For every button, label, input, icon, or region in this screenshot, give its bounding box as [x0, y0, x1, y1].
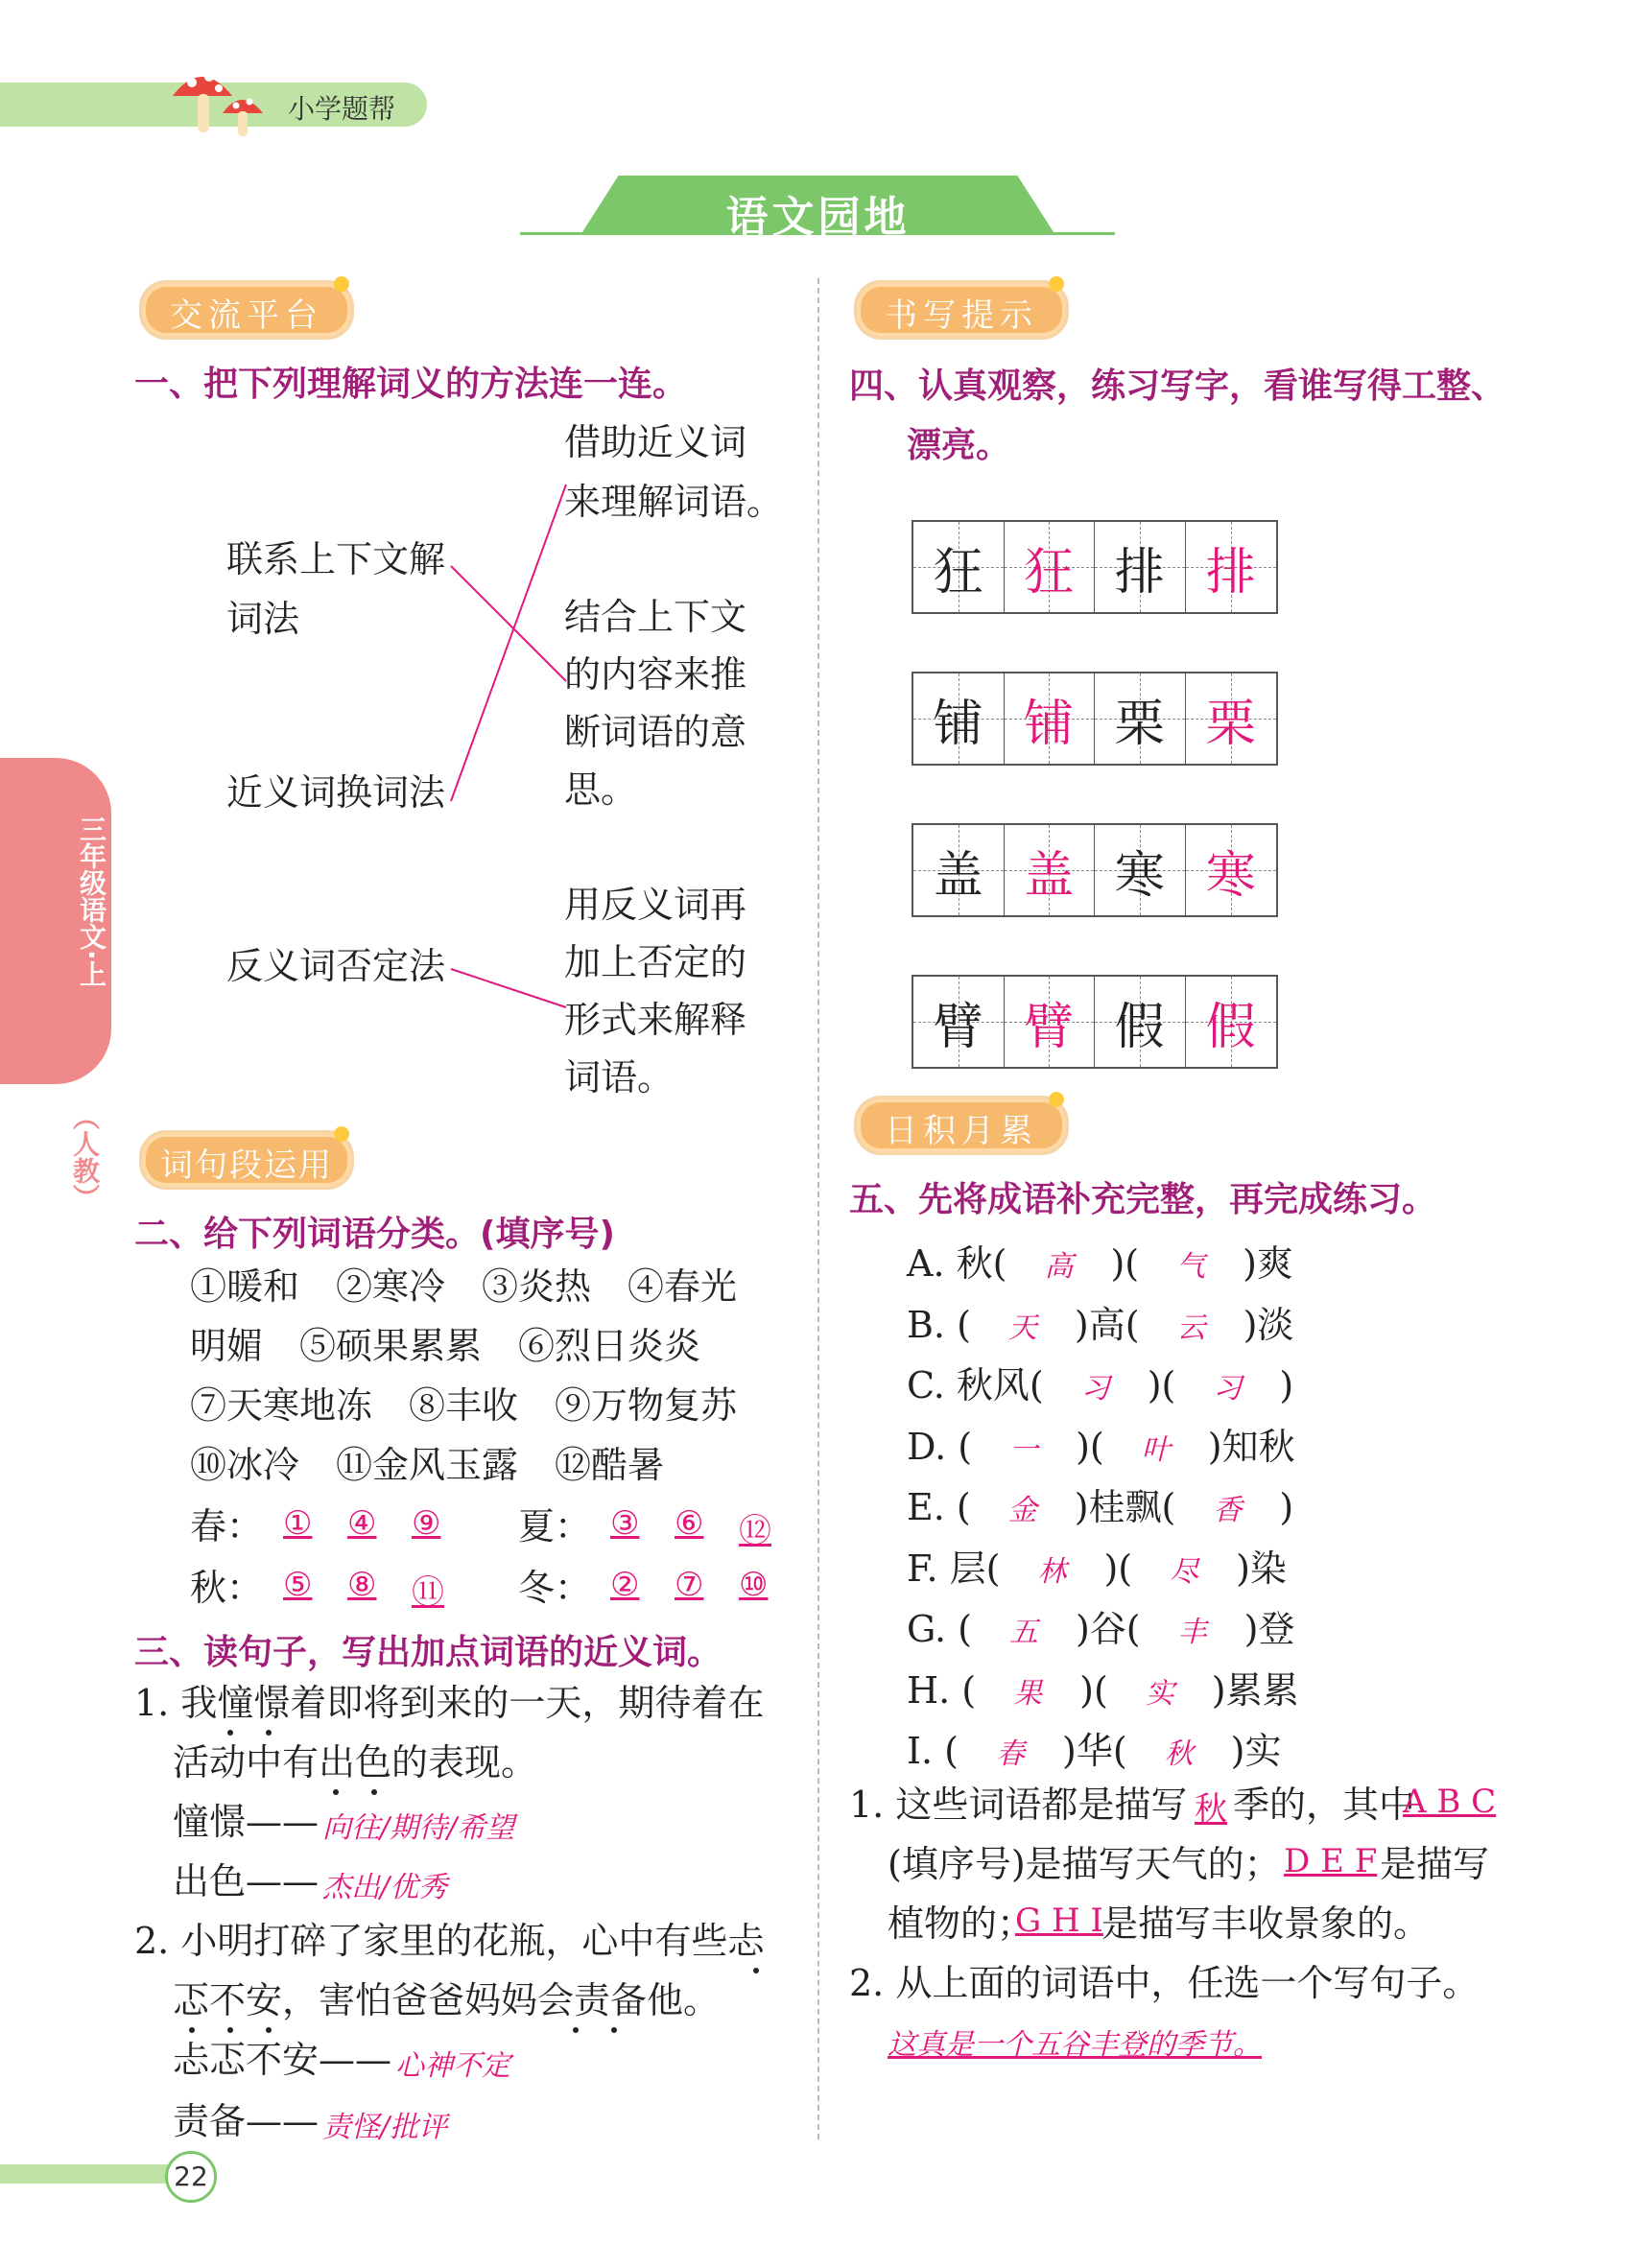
q5-ex1-answer3: G H I — [1015, 1902, 1103, 1940]
q5-ex1-d: 是描写 — [1380, 1843, 1490, 1885]
writing-grid-row-4 — [912, 975, 1278, 1069]
q3-word-3: 忐忑不安—— — [173, 2039, 392, 2081]
practice-char: 铺 — [1024, 695, 1075, 753]
side-edition: （人教） — [69, 1103, 101, 1211]
idiom-text: A. 秋( — [907, 1242, 1007, 1285]
summer-answer-1: ③ — [610, 1504, 640, 1543]
q4-title-2: 漂亮。 — [907, 426, 1011, 465]
q1-left-3: 近义词换词法 — [226, 771, 446, 814]
autumn-answer-2: ⑧ — [347, 1566, 377, 1604]
emphasis-dot — [333, 1789, 339, 1795]
idiom-text: I. ( — [907, 1730, 959, 1772]
model-char: 排 — [1114, 543, 1165, 602]
spring-answer-2: ④ — [347, 1504, 377, 1543]
idiom-answer: 尽 — [1170, 1554, 1199, 1589]
q5-ex1-e: 植物的； — [888, 1902, 1034, 1945]
writing-grid-row-2 — [912, 672, 1278, 766]
idiom-text: )登 — [1243, 1608, 1295, 1650]
q3-answer-3: 心神不定 — [395, 2049, 510, 2083]
winter-label: 冬： — [518, 1567, 592, 1609]
practice-char: 臂 — [1024, 998, 1075, 1056]
model-char: 臂 — [933, 998, 983, 1056]
idiom-answer: 实 — [1145, 1676, 1174, 1711]
section-label: 词句段运用 — [160, 1146, 333, 1185]
idiom-text: )爽 — [1243, 1242, 1293, 1285]
grid-cell — [1005, 522, 1096, 612]
q1-right-7: 用反义词再 — [564, 884, 747, 926]
idiom-item — [907, 1417, 1295, 1480]
grid-cell — [1095, 977, 1186, 1067]
grid-cell — [913, 522, 1005, 612]
section-label: 交流平台 — [170, 296, 323, 335]
idiom-text: ) — [1279, 1486, 1294, 1528]
idiom-answer: 五 — [1008, 1616, 1038, 1649]
idiom-text: G. ( — [907, 1608, 972, 1650]
grid-cell — [1095, 673, 1186, 764]
idiom-text: )桂飘( — [1074, 1486, 1176, 1528]
q5-ex1-f: 是描写丰收景象的。 — [1101, 1902, 1431, 1945]
q2-line-1: ①暖和 ②寒冷 ③炎热 ④春光 — [190, 1265, 738, 1308]
idiom-answer: 云 — [1176, 1311, 1206, 1345]
q3-sentence-2a: 2. 小明打碎了家里的花瓶，心中有些忐 — [134, 1920, 765, 1962]
idiom-text: )知秋 — [1207, 1425, 1295, 1468]
page-title: 语文园地 — [725, 193, 911, 242]
q3-answer-1: 向往/期待/希望 — [322, 1811, 515, 1845]
grid-cell — [1186, 673, 1277, 764]
idiom-item — [907, 1599, 1294, 1663]
grid-cell — [1095, 825, 1186, 915]
idiom-answer: 气 — [1176, 1250, 1206, 1284]
emphasis-dot — [227, 1730, 233, 1736]
q3-answer-4: 责怪/批评 — [322, 2111, 448, 2144]
spring-answer-1: ① — [283, 1504, 313, 1543]
model-char: 栗 — [1114, 695, 1165, 753]
idiom-item — [907, 1477, 1293, 1541]
autumn-label: 秋： — [190, 1567, 264, 1609]
emphasis-dot — [371, 1789, 377, 1795]
idiom-answer: 叶 — [1141, 1432, 1171, 1467]
q2-line-3: ⑦天寒地冻 ⑧丰收 ⑨万物复苏 — [190, 1384, 738, 1427]
practice-char: 栗 — [1205, 695, 1256, 753]
idiom-text: ) — [1279, 1364, 1294, 1406]
star-icon — [1049, 1092, 1064, 1107]
q3-word-4: 责备—— — [173, 2100, 320, 2142]
q3-word-2: 出色—— — [173, 1860, 320, 1902]
idiom-answer: 春 — [996, 1737, 1025, 1771]
q4-title-1: 四、认真观察，练习写字，看谁写得工整、 — [849, 366, 1506, 406]
section-label: 书写提示 — [885, 296, 1038, 335]
idiom-text: )谷( — [1075, 1608, 1141, 1650]
idiom-text: )染 — [1236, 1547, 1287, 1590]
spring-answer-3: ⑨ — [412, 1504, 441, 1543]
q1-right-6: 思。 — [564, 768, 638, 811]
grid-cell — [1186, 825, 1277, 915]
q1-left-1: 联系上下文解 — [226, 538, 446, 580]
summer-answer-3: ⑫ — [739, 1512, 771, 1550]
star-icon — [1049, 276, 1064, 292]
q2-title: 二、给下列词语分类。(填序号) — [134, 1215, 615, 1254]
writing-grid-row-3 — [912, 823, 1278, 917]
idiom-text: C. 秋风( — [907, 1364, 1044, 1406]
section-label: 日积月累 — [885, 1112, 1038, 1150]
q5-ex1-answer2: D E F — [1284, 1842, 1378, 1880]
practice-char: 排 — [1205, 543, 1256, 602]
q1-right-10: 词语。 — [564, 1056, 675, 1099]
practice-char: 盖 — [1024, 846, 1075, 905]
grid-cell — [1095, 522, 1186, 612]
q1-right-8: 加上否定的 — [564, 941, 747, 983]
footer-bar — [0, 2164, 168, 2184]
q5-title: 五、先将成语补充完整，再完成练习。 — [849, 1180, 1437, 1219]
idiom-text: F. 层( — [907, 1547, 1001, 1590]
idiom-text: H. ( — [907, 1668, 977, 1712]
q3-answer-2: 杰出/优秀 — [322, 1871, 448, 1904]
idiom-item — [907, 1539, 1287, 1602]
q5-ex1-b: 季的，其中 — [1233, 1784, 1416, 1826]
grid-cell — [1186, 977, 1277, 1067]
writing-grid-row-1 — [912, 520, 1278, 614]
emphasis-dot — [266, 1730, 272, 1736]
idiom-answer: 习 — [1213, 1372, 1243, 1406]
q1-right-2: 来理解词语。 — [564, 481, 784, 523]
spring-label: 春： — [190, 1505, 264, 1547]
section-badge-accumulation — [854, 1096, 1069, 1155]
q5-ex1-c: (填序号)是描写天气的； — [888, 1843, 1281, 1885]
idiom-answer: 果 — [1013, 1676, 1043, 1711]
grid-cell — [1005, 977, 1096, 1067]
idiom-answer: 丰 — [1177, 1616, 1207, 1649]
section-badge-writing — [854, 280, 1069, 340]
idiom-text: )( — [1147, 1364, 1176, 1406]
winter-answer-2: ⑦ — [675, 1566, 704, 1604]
practice-char: 寒 — [1205, 846, 1256, 905]
q5-ex1-season: 秋 — [1195, 1790, 1227, 1829]
idiom-text: B. ( — [907, 1303, 971, 1346]
idiom-text: )实 — [1230, 1730, 1282, 1772]
practice-char: 狂 — [1024, 543, 1075, 602]
grid-cell — [1005, 673, 1096, 764]
summer-label: 夏： — [518, 1505, 592, 1547]
q3-word-1: 憧憬—— — [173, 1801, 320, 1843]
grid-cell — [1186, 522, 1277, 612]
grid-cell — [913, 825, 1005, 915]
idiom-answer: 习 — [1080, 1372, 1110, 1406]
autumn-answer-3: ⑪ — [412, 1573, 444, 1612]
emphasis-dot — [753, 1968, 759, 1973]
model-char: 狂 — [933, 543, 983, 602]
model-char: 寒 — [1114, 846, 1165, 905]
winter-answer-3: ⑩ — [739, 1566, 769, 1604]
grid-cell — [913, 673, 1005, 764]
idiom-text: )累累 — [1211, 1668, 1299, 1712]
idiom-answer: 香 — [1213, 1494, 1243, 1527]
idiom-answer: 一 — [1009, 1432, 1039, 1467]
idiom-text: )( — [1079, 1668, 1108, 1712]
idiom-item — [907, 1234, 1293, 1297]
q1-right-5: 断词语的意 — [564, 711, 747, 753]
q5-ex2-answer: 这真是一个五谷丰登的季节。 — [888, 2028, 1262, 2062]
summer-answer-2: ⑥ — [675, 1504, 704, 1543]
idiom-answer: 高 — [1044, 1250, 1074, 1284]
q1-left-2: 词法 — [226, 598, 300, 640]
idiom-text: )( — [1076, 1425, 1104, 1468]
q1-right-3: 结合上下文 — [564, 596, 747, 638]
idiom-text: )( — [1110, 1242, 1140, 1285]
idiom-answer: 秋 — [1164, 1737, 1194, 1771]
page-number: 22 — [165, 2151, 217, 2203]
q5-ex1-answer1: A B C — [1403, 1783, 1497, 1821]
q1-right-4: 的内容来推 — [564, 653, 747, 696]
q3-sentence-1b: 活动中有出色的表现。 — [173, 1741, 538, 1784]
q1-right-9: 形式来解释 — [564, 999, 747, 1041]
q2-line-4: ⑩冰冷 ⑪金风玉露 ⑫酷暑 — [190, 1444, 665, 1486]
idiom-item — [907, 1295, 1293, 1358]
idiom-text: )华( — [1062, 1730, 1127, 1772]
idiom-answer: 林 — [1037, 1554, 1067, 1589]
idiom-item — [907, 1661, 1299, 1724]
autumn-answer-1: ⑤ — [283, 1566, 313, 1604]
side-tab-label: 三年级语文·上 — [76, 815, 107, 987]
emphasis-dot — [611, 2027, 617, 2033]
practice-char: 假 — [1205, 998, 1256, 1056]
model-char: 盖 — [933, 846, 983, 905]
section-badge-usage — [139, 1130, 354, 1190]
idiom-answer: 天 — [1007, 1311, 1037, 1345]
idiom-text: )高( — [1074, 1303, 1140, 1346]
q5-ex2: 2. 从上面的词语中，任选一个写句子。 — [849, 1962, 1480, 2004]
brand-name: 小学题帮 — [288, 93, 396, 125]
idiom-text: )( — [1103, 1547, 1133, 1590]
q3-sentence-1a: 1. 我憧憬着即将到来的一天，期待着在 — [134, 1682, 765, 1724]
grid-cell — [913, 977, 1005, 1067]
q5-ex1-a: 1. 这些词语都是描写 — [849, 1784, 1188, 1826]
idiom-item — [907, 1356, 1293, 1419]
star-icon — [334, 1126, 349, 1142]
grid-cell — [1005, 825, 1096, 915]
idiom-text: )淡 — [1243, 1303, 1294, 1346]
q2-line-2: 明媚 ⑤硕果累累 ⑥烈日炎炎 — [190, 1325, 701, 1367]
q3-sentence-2b: 忑不安，害怕爸爸妈妈会责备他。 — [173, 1979, 721, 2021]
q1-title: 一、把下列理解词义的方法连一连。 — [134, 365, 688, 404]
q1-right-1: 借助近义词 — [564, 421, 747, 463]
q3-title: 三、读句子，写出加点词语的近义词。 — [134, 1633, 722, 1672]
winter-answer-1: ② — [610, 1566, 640, 1604]
q1-left-4: 反义词否定法 — [226, 945, 446, 987]
idiom-text: D. ( — [907, 1425, 973, 1468]
model-char: 铺 — [933, 695, 983, 753]
idiom-answer: 金 — [1007, 1494, 1037, 1527]
idiom-text: E. ( — [907, 1486, 971, 1528]
emphasis-dot — [573, 2027, 579, 2033]
model-char: 假 — [1114, 998, 1165, 1056]
